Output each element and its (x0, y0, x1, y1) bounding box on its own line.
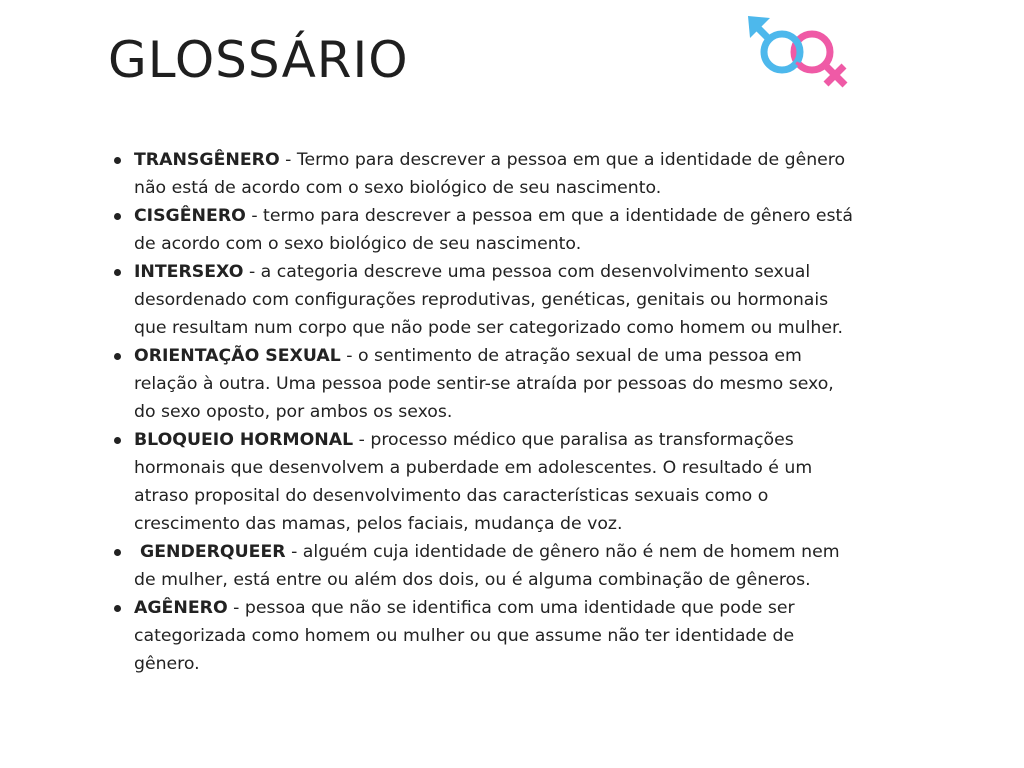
glossary-item-bloqueio-hormonal (108, 426, 858, 538)
male-female-symbol-icon (742, 10, 860, 98)
glossary-term: TRANSGÊNERO (134, 150, 280, 170)
glossary-term: ORIENTAÇÃO SEXUAL (134, 346, 341, 366)
glossary-definition: - a categoria descreve uma pessoa com desenvolvimento sexual desordenado com configurações reprodutivas, genéticas, genitais ou hormonais que resultam num corpo que não pode ser categorizado como homem ou mulher. (134, 262, 843, 338)
glossary-term: CISGÊNERO (134, 206, 246, 226)
glossary-definition: - alguém cuja identidade de gênero não é nem de homem nem de mulher, está entre ou além dos dois, ou é alguma combinação de gêneros. (134, 542, 840, 590)
glossary-definition: - Termo para descrever a pessoa em que a identidade de gênero não está de acordo com o sexo biológico de seu nascimento. (134, 150, 846, 198)
glossary-item-agenero (108, 594, 858, 678)
glossary-item-orientacao-sexual (108, 342, 858, 426)
glossary-list (108, 146, 858, 678)
glossary-term: AGÊNERO (134, 598, 228, 618)
glossary-item-intersexo (108, 258, 858, 342)
glossary-definition: - termo para descrever a pessoa em que a identidade de gênero está de acordo com o sexo biológico de seu nascimento. (134, 206, 853, 254)
glossary-definition: - processo médico que paralisa as transformações hormonais que desenvolvem a puberdade em adolescentes. O resultado é um atraso proposital do desenvolvimento das características sexuais como o crescimento das mamas, pelos faciais, mudança de voz. (134, 430, 813, 534)
glossary-item-genderqueer (108, 538, 858, 594)
glossary-definition: - o sentimento de atração sexual de uma pessoa em relação à outra. Uma pessoa pode sentir-se atraída por pessoas do mesmo sexo, do sexo oposto, por ambos os sexos. (134, 346, 834, 422)
glossary-term: INTERSEXO (134, 262, 244, 282)
glossary-term: GENDERQUEER (134, 542, 286, 562)
glossary-term: BLOQUEIO HORMONAL (134, 430, 354, 450)
glossary-item-transgenero (108, 146, 858, 202)
glossary-definition: - pessoa que não se identifica com uma identidade que pode ser categorizada como homem ou mulher ou que assume não ter identidade de gênero. (134, 598, 795, 674)
glossary-item-cisgenero (108, 202, 858, 258)
page-title: GLOSSÁRIO (108, 31, 409, 89)
